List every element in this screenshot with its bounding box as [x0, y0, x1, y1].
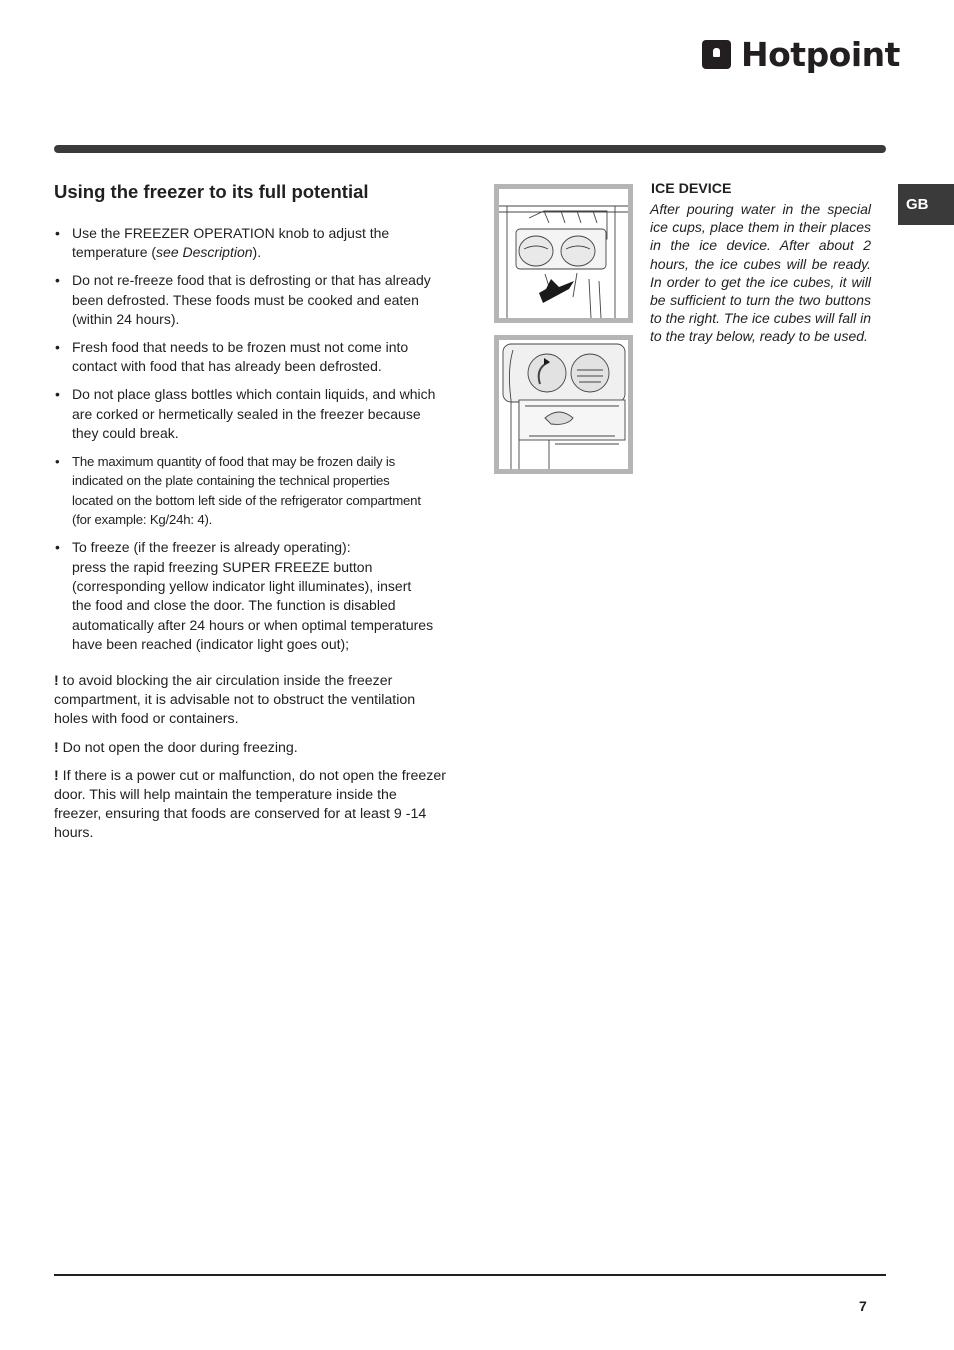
warning-note [54, 739, 448, 758]
bottom-divider [54, 1274, 886, 1276]
bullet-line: are corked or hermetically sealed in the freezer because [72, 405, 421, 422]
bullet-item [54, 338, 446, 377]
bullet-item [54, 452, 446, 530]
bullet-item [54, 271, 446, 329]
section-title: Using the freezer to its full potential [54, 181, 369, 202]
ice-device-illustration-bottom [494, 335, 633, 474]
bullet-line: have been reached (indicator light goes out); [72, 636, 350, 653]
bullet-line: (within 24 hours). [72, 311, 180, 328]
warning-mark: ! [54, 739, 59, 756]
ice-device-illustration-top [494, 184, 633, 323]
bullet-line: press the rapid freezing SUPER FREEZE button [72, 558, 373, 575]
warning-text: to avoid blocking the air circulation inside the freezer compartment, it is advisable not to obstruct the ventilation holes with food or containers. [54, 673, 416, 728]
bullet-line: they could break. [72, 425, 179, 442]
brand-name: Hotpoint [741, 35, 900, 74]
brand-mark-icon [702, 40, 731, 69]
language-tab: GB [898, 184, 954, 225]
bullet-item [54, 385, 446, 443]
bullet-line: (for example: Kg/24h: 4). [72, 512, 213, 528]
warning-note [54, 672, 448, 730]
bullet-line: automatically after 24 hours or when optimal temperatures [72, 616, 434, 633]
ice-device-text: After pouring water in the special ice cups, place them in their places in the ice device. After about 2 hours, the ice cubes will be ready. In order to get the ice cubes, it will be sufficient to turn the two buttons to the right. The ice cubes will fall in to the tray below, ready to be used. [650, 201, 871, 345]
bullet-line: been defrosted. These foods must be cooked and eaten [72, 291, 419, 308]
warning-mark: ! [54, 767, 59, 784]
bullet-line: • Use the FREEZER OPERATION knob to adjust the [72, 225, 390, 241]
warning-mark: ! [54, 673, 59, 689]
bullet-line: the food and close the door. The function is disabled [72, 597, 396, 614]
warning-text: If there is a power cut or malfunction, do not open the freezer door. This will help maintain the temperature inside the freezer, ensuring that foods are conserved for at least 9 -14 hours. [54, 767, 446, 842]
description-reference: see Description [156, 244, 253, 261]
ice-tray-drawing [499, 189, 628, 318]
page-number: 7 [859, 1298, 867, 1314]
bullet-item [54, 224, 446, 263]
warning-text: Do not open the door during freezing. [58, 739, 298, 756]
bullet-line: indicated on the plate containing the technical properties [72, 473, 390, 489]
warning-note [54, 767, 448, 844]
bullet-line: • The maximum quantity of food that may be frozen daily is [72, 454, 396, 470]
ice-buttons-drawing [499, 340, 628, 469]
ice-device-heading: ICE DEVICE [651, 181, 732, 197]
bullet-list [54, 224, 446, 663]
bullet-line: • Do not place glass bottles which contain liquids, and which [72, 386, 436, 403]
warning-notes [54, 672, 448, 853]
bullet-item [54, 538, 446, 654]
bullet-line: located on the bottom left side of the refrigerator compartment [72, 492, 421, 508]
bullet-line: temperature (see Description). [72, 244, 262, 261]
bullet-line: • To freeze (if the freezer is already operating): [72, 539, 351, 556]
top-divider [54, 145, 886, 153]
bullet-line: • Fresh food that needs to be frozen must not come into [72, 339, 409, 356]
bullet-line: contact with food that has already been defrosted. [72, 358, 382, 375]
bullet-line: • Do not re-freeze food that is defrosting or that has already [72, 272, 431, 289]
brand-logo [702, 35, 900, 74]
bullet-line: (corresponding yellow indicator light illuminates), insert [72, 578, 412, 594]
